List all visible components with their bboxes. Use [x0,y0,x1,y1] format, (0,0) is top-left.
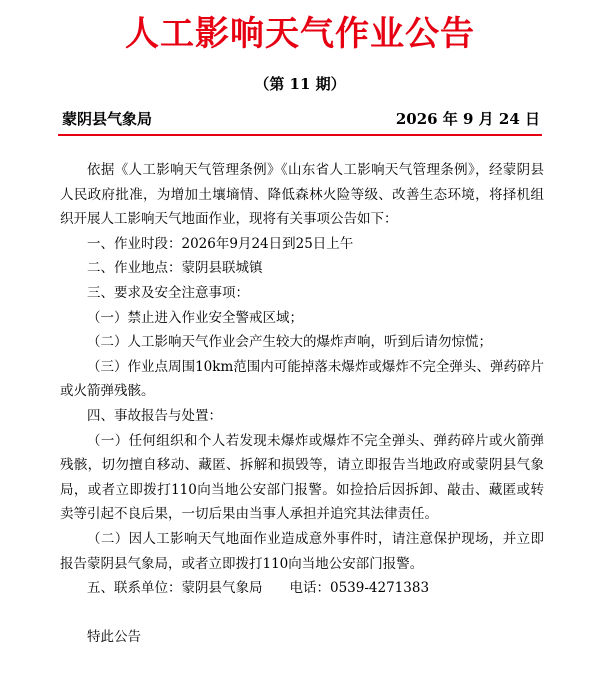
header-divider [58,134,542,136]
section-location: 二、作业地点：蒙阴县联城镇 [87,260,263,277]
safety-item-2: （二）人工影响天气作业会产生较大的爆炸声响，听到后请勿惊慌； [87,334,492,351]
announcement-title: 人工影响天气作业公告 [125,14,475,54]
section-safety-heading: 三、要求及安全注意事项： [87,284,249,301]
announcement-body [60,158,544,649]
safety-item-3: （三）作业点周围10km范围内可能掉落未爆炸或爆炸不完全弹头、弹药碎片或火箭弹残骸。 [60,358,544,400]
intro-paragraph: 依据《人工影响天气管理条例》《山东省人工影响天气管理条例》，经蒙阴县人民政府批准，为增加土壤墒情、降低森林火险等级、改善生态环境，将择机组织开展人工影响天气地面作业，现将有关事项公告如下： [60,162,544,228]
issuer-name: 蒙阴县气象局 [62,110,153,128]
issue-date: 2026 年 9 月 24 日 [395,110,540,128]
section-incident-heading: 四、事故报告与处置： [87,407,222,424]
closing-statement: 特此公告 [87,628,141,645]
paragraph-gap [60,601,544,625]
incident-item-2: （二）因人工影响天气地面作业造成意外事件时，请注意保护现场，并立即报告蒙阴县气象局，或者立即拨打110向当地公安部门报警。 [60,530,544,572]
incident-item-1: （一）任何组织和个人若发现未爆炸或爆炸不完全弹头、弹药碎片或火箭弹残骸，切勿擅自移动、藏匿、拆解和损毁等，请立即报告当地政府或蒙阴县气象局，或者立即拨打110向当地公安部门报警。如捡拾后因拆卸、敲击、藏匿或转卖等引起不良后果，一切后果由当事人承担并追究其法律责任。 [60,432,544,523]
section-time: 一、作业时段：2026年9月24日到25日上午 [87,235,354,252]
issue-number: （第 11 期） [254,75,346,93]
safety-item-1: （一）禁止进入作业安全警戒区域； [87,309,303,326]
section-contact: 五、联系单位：蒙阴县气象局 电话：0539-4271383 [87,580,430,597]
